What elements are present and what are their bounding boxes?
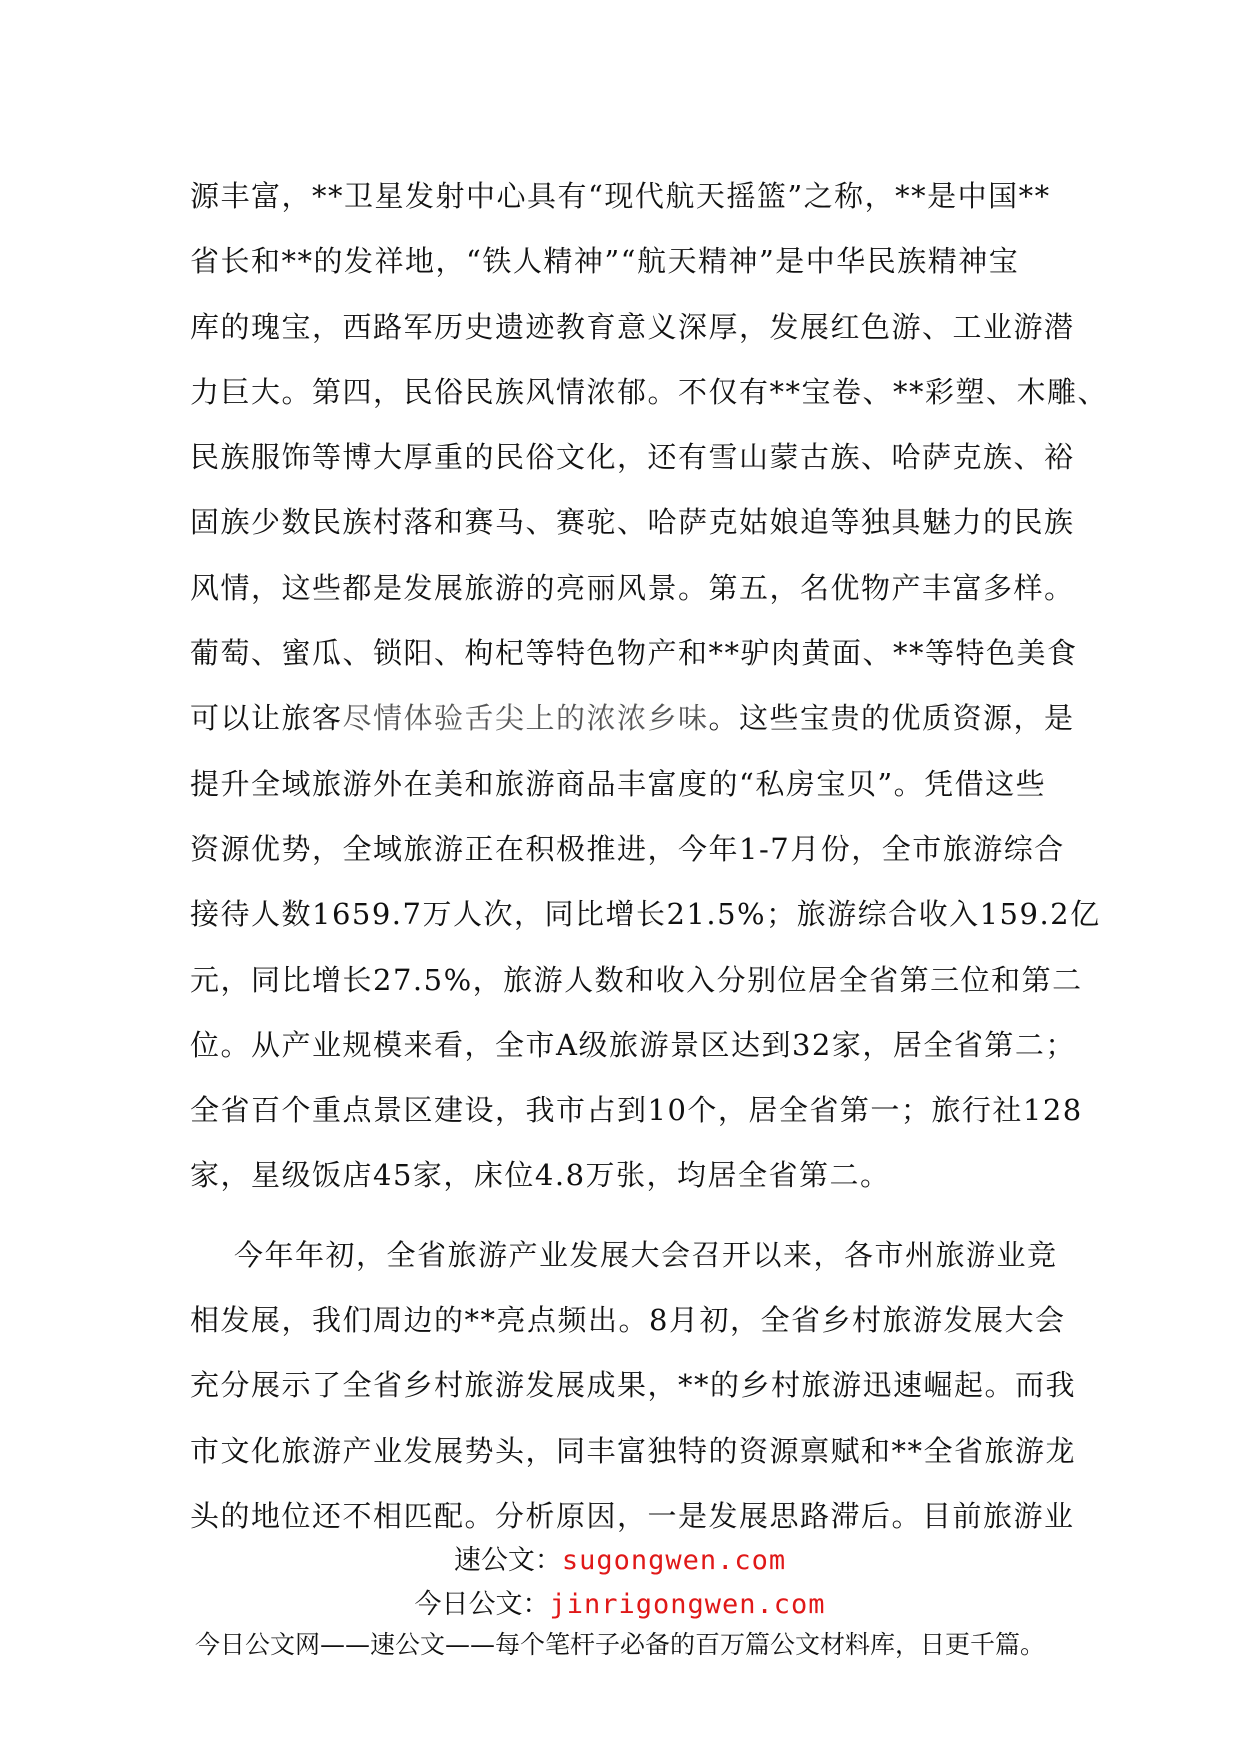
tagline-text: 今日公文网——速公文——每个笔杆子必备的百万篇公文材料库，日更千篇。 <box>194 1630 1045 1659</box>
text-line: 固族少数民族村落和赛马、赛驼、哈萨克姑娘追等独具魅力的民族 <box>190 505 1075 540</box>
text-line: 源丰富，**卫星发射中心具有“现代航天摇篮”之称，**是中国** <box>190 179 1051 213</box>
paragraph-start-line: 今年年初，全省旅游产业发展大会召开以来，各市州旅游业竞 <box>234 1237 1058 1272</box>
text-line: 风情，这些都是发展旅游的亮丽风景。第五，名优物产丰富多样。 <box>190 570 1075 605</box>
site2-label: 今日公文： <box>414 1589 550 1620</box>
text-line: 充分展示了全省乡村旅游发展成果，**的乡村旅游迅速崛起。而我 <box>190 1368 1077 1403</box>
text-line: 家，星级饭店45家，床位4.8万张，均居全省第二。 <box>190 1158 891 1193</box>
text-segment: 。这些宝贵的优质资源，是 <box>708 701 1075 736</box>
text-line: 元，同比增长27.5%，旅游人数和收入分别位居全省第三位和第二 <box>190 962 1083 997</box>
text-line <box>190 686 1075 751</box>
text-line: 接待人数1659.7万人次，同比增长21.5%；旅游综合收入159.2亿 <box>190 897 1101 932</box>
site1-label: 速公文： <box>453 1545 562 1576</box>
text-line: 全省百个重点景区建设，我市占到10个，居全省第一；旅行社128 <box>190 1093 1083 1128</box>
text-line: 葡萄、蜜瓜、锁阳、枸杞等特色物产和**驴肉黄面、**等特色美食 <box>190 636 1078 671</box>
body-text <box>190 164 1109 1549</box>
text-line: 省长和**的发祥地，“铁人精神”“航天精神”是中华民族精神宝 <box>190 244 1020 279</box>
faded-text-segment: 尽情体验舌尖上的浓浓乡味 <box>342 701 709 736</box>
text-line: 头的地位还不相匹配。分析原因，一是发展思路滞后。目前旅游业 <box>190 1498 1075 1533</box>
site2-link[interactable]: jinrigongwen.com <box>549 1589 826 1620</box>
text-segment: 可以让旅客 <box>190 701 343 736</box>
text-line: 民族服饰等博大厚重的民俗文化，还有雪山蒙古族、哈萨克族、裕 <box>190 440 1075 475</box>
text-line: 资源优势，全域旅游正在积极推进，今年1-7月份，全市旅游综合 <box>190 831 1065 866</box>
footer-tagline <box>0 1625 1240 1661</box>
text-line: 力巨大。第四，民俗民族风情浓郁。不仅有**宝卷、**彩塑、木雕、 <box>190 374 1109 409</box>
text-line: 位。从产业规模来看，全市A级旅游景区达到32家，居全省第二； <box>190 1027 1076 1062</box>
text-line: 提升全域旅游外在美和旅游商品丰富度的“私房宝贝”。凭借这些 <box>190 766 1047 801</box>
footer-site1 <box>0 1538 1240 1577</box>
text-line: 相发展，我们周边的**亮点频出。8月初，全省乡村旅游发展大会 <box>190 1303 1066 1338</box>
site1-link[interactable]: sugongwen.com <box>561 1545 787 1576</box>
text-line: 市文化旅游产业发展势头，同丰富独特的资源禀赋和**全省旅游龙 <box>190 1433 1077 1468</box>
text-line: 库的瑰宝，西路军历史遗迹教育意义深厚，发展红色游、工业游潜 <box>190 309 1075 344</box>
footer-site2 <box>0 1582 1240 1621</box>
